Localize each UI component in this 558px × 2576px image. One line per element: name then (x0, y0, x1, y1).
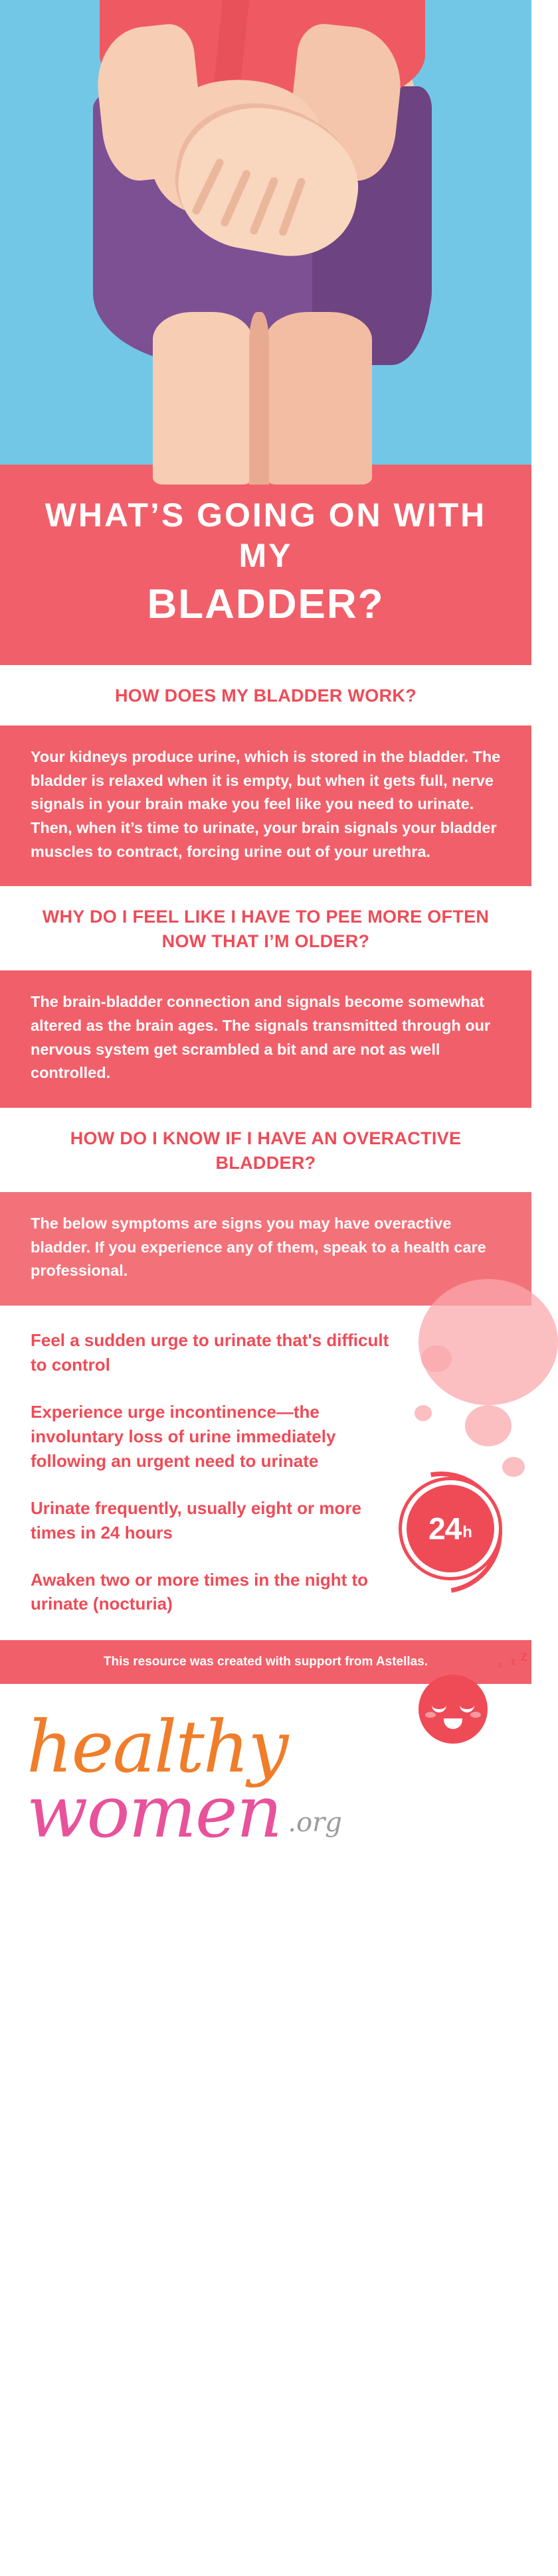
sleep-cheek-right (470, 1712, 481, 1718)
symptom-item: Experience urge incontinence—the involuntary loss of urine immediately following an urgent need to urinate (31, 1402, 336, 1471)
sleep-cheek-left (425, 1712, 436, 1718)
hero-finger (249, 176, 280, 236)
hero-leg-left (153, 312, 252, 485)
sleep-z-small-icon: z (498, 1661, 502, 1670)
hero-finger (220, 169, 252, 228)
splash-decoration (465, 1405, 512, 1446)
splash-decoration (421, 1345, 452, 1372)
section-body-pee-more-often: The brain-bladder connection and signals become somewhat altered as the brain ages. The signals transmitted through our nervous system get scrambled a bit and are not as well controlled. (0, 970, 531, 1108)
title-line-2: BLADDER? (147, 581, 385, 627)
splash-decoration (415, 1405, 432, 1421)
sleeping-face-icon (418, 1675, 488, 1744)
hero-finger (191, 157, 225, 216)
symptom-item: Awaken two or more times in the night to urinate (nocturia) (31, 1569, 369, 1614)
sleep-eye-left (432, 1704, 446, 1712)
title-line-1: WHAT’S GOING ON WITH MY (45, 496, 487, 574)
logo-suffix-org: .org (288, 1807, 342, 1838)
hero-leg-right (266, 312, 372, 485)
sleep-eye-right (460, 1704, 474, 1712)
sleep-mouth (444, 1718, 462, 1729)
section-heading-bladder-work: HOW DOES MY BLADDER WORK? (0, 665, 531, 725)
badge-unit: h (462, 1523, 472, 1542)
logo-word-women: women (27, 1771, 282, 1855)
logo-word-healthy: healthy (27, 1706, 288, 1789)
splash-decoration (502, 1457, 525, 1477)
symptom-item: Feel a sudden urge to urinate that's difficult to control (31, 1330, 389, 1375)
sleep-z-medium-icon: z (511, 1656, 515, 1667)
badge-number: 24 (428, 1511, 462, 1547)
symptom-item: Urinate frequently, usually eight or more times in 24 hours (31, 1497, 361, 1543)
24-hour-badge (407, 1485, 494, 1572)
section-body-bladder-work: Your kidneys produce urine, which is stored in the bladder. The bladder is relaxed when it is empty, but when it gets full, nerve signals in your brain make you feel like you need to urinate. Then, when it’s time to urinate, your brain signals your bladder muscles to contract, forcing urine out of your urethra. (0, 725, 531, 887)
hero-finger (278, 177, 306, 237)
sleep-z-large-icon: Z (520, 1651, 527, 1664)
section-heading-pee-more-often: WHY DO I FEEL LIKE I HAVE TO PEE MORE OFTEN NOW THAT I’M OLDER? (0, 886, 531, 970)
hero-illustration (0, 0, 531, 465)
credit-line: This resource was created with support from Astellas. (0, 1640, 531, 1684)
splash-decoration (418, 1279, 558, 1405)
section-heading-overactive-bladder: HOW DO I KNOW IF I HAVE AN OVERACTIVE BLADDER? (0, 1108, 531, 1192)
hero-leg-gap (249, 312, 269, 485)
section-body-overactive-bladder: The below symptoms are signs you may have overactive bladder. If you experience any of them, speak to a health care professional. (0, 1192, 531, 1306)
page-title (0, 465, 531, 665)
